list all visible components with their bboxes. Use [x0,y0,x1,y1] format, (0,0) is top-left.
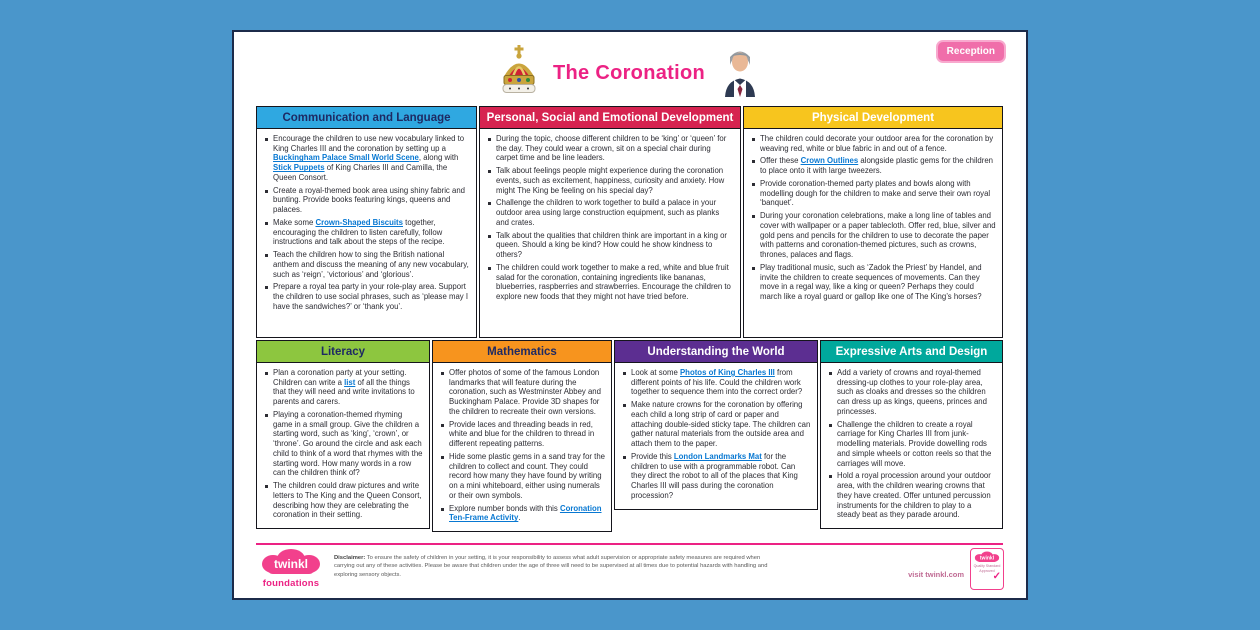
section-personal-social-and-emotional-development [479,106,741,338]
activity-item [828,420,996,469]
activity-text: Playing a coronation-themed rhyming game in a small group. Give the children a starting word, such as ‘king’, ‘crown’, or ‘throne’. Go around the circle and ask each child to think of a word that rhymes with the starting word. How many words in a row can the children think of? [273,409,423,478]
activity-item [751,179,996,208]
svg-text:twinkl: twinkl [979,555,995,562]
activity-text: alongside plastic gems for the children to place onto it with large tweezers. [760,156,994,176]
activity-item [487,263,734,302]
resource-link[interactable]: Crown Outlines [800,156,859,166]
activity-text: Look at some [631,368,680,377]
activity-text: Provide laces and threading beads in red, white and blue for the children to thread in different repeating patterns. [449,419,595,449]
activity-item [828,471,996,520]
section-header-mathematics: Mathematics [433,341,611,363]
activity-text: Explore number bonds with this [449,503,560,513]
footer-divider [256,543,1003,545]
activity-item [264,481,423,520]
activity-text: Offer these [760,156,801,166]
subject-row-top [256,106,1003,338]
activity-item [622,452,811,501]
activity-text: Offer photos of some of the famous London landmarks that will feature during the coronation, such as Westminster Abbey and Buckingham Palace. Provide 3D shapes for the children to recreate their own versions. [449,368,601,416]
activity-text: Make nature crowns for the coronation by offering each child a long strip of card or paper and attaching double-sided sticky tape. The children can gather natural materials from the outside area and attach them to the paper. [631,400,811,449]
activity-item [264,218,470,247]
disclaimer-label: Disclaimer: [334,555,366,561]
quality-standard-badge [970,548,1004,590]
resource-link[interactable]: Photos of King Charles III [679,368,775,377]
activity-text: The children could decorate your outdoor area for the coronation by weaving red, white or blue fabric in and out of a fence. [760,134,994,153]
section-header-communication-and-language: Communication and Language [257,107,476,129]
activity-text: from different points of his life. Could the children work together to sequence them into the correct order? [631,368,803,397]
badge-checkmark-icon: ✓ [992,571,1001,583]
subject-row-bottom [256,340,1003,532]
visit-twinkl-link[interactable]: visit twinkl.com [908,570,964,579]
activity-text: Provide coronation-themed party plates and bowls along with modelling dough for the children to make and serve their own royal ‘banquet’. [760,178,991,208]
activity-text: During your coronation celebrations, make a long line of tables and cover with wallpaper or a paper tablecloth. Offer red, blue, silver and gold pens and pencils for the children to use to decorate the paper with patterns and coronation-themed pictures, such as crowns, thrones, palaces and flags. [760,211,996,260]
resource-link[interactable]: Crown-Shaped Biscuits [315,217,403,227]
activity-item [487,231,734,260]
badge-quality-label: Quality Standard Approved [973,564,1001,573]
activity-text: Challenge the children to create a royal carriage for King Charles III from junk-modelling materials. Provide dowelling rods and simple wheels or cotton reels so that the carriages will move. [837,419,992,468]
section-header-expressive-arts-and-design: Expressive Arts and Design [821,341,1002,363]
section-communication-and-language [256,106,477,338]
activity-item [440,452,605,501]
activity-text: Talk about feelings people might experience during the coronation events, such as excitement, happiness, curiosity and anxiety. How might The King be feeling on his special day? [496,166,725,195]
activity-text: of all the things that they will need and write invitations to parents and carers. [273,377,415,407]
level-badge: Reception [936,40,1006,63]
activity-item [751,263,996,302]
activity-text: Hide some plastic gems in a sand tray for the children to collect and count. They could record how many they have found by writing on a mini whiteboard, either using numerals or their own symbols. [449,451,606,500]
activity-item [264,282,470,311]
activity-list [257,129,476,319]
disclaimer-text [334,554,772,579]
activity-text: Plan a coronation party at your setting. Children can write a [273,368,407,387]
activity-text: Teach the children how to sing the British national anthem and discuss the meaning of any new vocabulary, such as ‘reign’, ‘victorious’ and ‘glorious’. [273,250,469,279]
sheet-header [234,42,1026,104]
activity-text: Create a royal-themed book area using shiny fabric and bunting. Provide books featuring kings, queens and palaces. [273,185,465,215]
activity-text: Encourage the children to use new vocabulary linked to King Charles III and the coronation by setting up a [273,134,465,153]
twinkl-cloud-icon [260,548,322,576]
activity-text: Play traditional music, such as ‘Zadok the Priest’ by Handel, and invite the children to create sequences of movements. Can they move in a regal way, like a king or queen? Perhaps they could march like a royal guard or gallop like one of The King’s horses? [760,262,982,302]
resource-link[interactable]: Coronation Ten-Frame Activity [449,503,602,523]
resource-link[interactable]: list [344,377,356,387]
activity-item [264,186,470,215]
planning-sheet [232,30,1028,600]
section-understanding-the-world [614,340,818,510]
resource-link[interactable]: Stick Puppets [273,163,325,173]
twinkl-foundations-logo [256,548,326,589]
activity-item [622,368,811,397]
activity-list [480,129,740,310]
resource-link[interactable]: London Landmarks Mat [673,451,762,461]
activity-text: together, encouraging the children to listen carefully, follow instructions and talk about the steps of the recipe. [273,217,445,247]
activity-list [821,363,1002,528]
section-header-physical-development: Physical Development [744,107,1002,129]
activity-text: Make some [273,217,316,227]
activity-item [751,211,996,260]
activity-item [487,166,734,195]
page-title: The Coronation [553,61,705,84]
activity-item [622,400,811,449]
activity-text: Hold a royal procession around your outdoor area, with the children wearing crowns that they have created. Offer untuned percussion instruments for the children to play to a steady beat as they parade around. [837,471,991,520]
activity-item [264,368,423,407]
activity-text: The children could draw pictures and write letters to The King and the Queen Consort, describing how they are celebrating the coronation in their setting. [273,481,422,520]
activity-list [433,363,611,531]
activity-list [744,129,1002,310]
section-header-personal-social-and-emotional-development: Personal, Social and Emotional Development [480,107,740,129]
activity-item [440,368,605,417]
activity-text: of King Charles III and Camilla, the Queen Consort. [273,163,448,182]
activity-list [257,363,429,528]
disclaimer-body: To ensure the safety of children in your setting, it is your responsibility to assess what adult supervision or appropriate safety measures are required when carrying out any of these activities. Please be aware that children under the age of three will need to be supervised at all times due to potential hazards with handling and exploring sensory objects. [334,555,768,578]
activity-item [487,198,734,227]
badge-twinkl-cloud-icon [974,551,1000,563]
section-header-understanding-the-world: Understanding the World [615,341,817,363]
activity-list [615,363,817,509]
crown-icon [501,45,537,102]
activity-item [440,504,605,523]
resource-link[interactable]: Buckingham Palace Small World Scene [273,153,419,163]
logo-foundations-label: foundations [262,578,320,589]
activity-item [440,420,605,449]
activity-text: Talk about the qualities that children think are important in a king or queen. Should a king be kind? How could he show kindness to others? [496,230,728,260]
section-expressive-arts-and-design [820,340,1003,529]
section-literacy [256,340,430,529]
activity-text: for the children to use with a programmable robot. Can they direct the robot to all of the places that King Charles III will pass during the coronation procession? [631,451,798,500]
section-header-literacy: Literacy [257,341,429,363]
activity-item [264,410,423,478]
activity-item [828,368,996,417]
activity-text: During the topic, choose different children to be ‘king’ or ‘queen’ for the day. They could wear a crown, sit on a special chair during carpet time and be line leaders. [496,134,727,163]
activity-item [264,250,470,279]
activity-text: Prepare a royal tea party in your role-play area. Support the children to use social phrases, such as ‘please may I have the sandwiches?’ or ‘thank you’. [273,282,469,311]
activity-item [264,134,470,183]
svg-text:twinkl: twinkl [273,557,309,571]
activity-text: Add a variety of crowns and royal-themed dressing-up clothes to your role-play area, such as cloaks and dresses so the children can dress up as kings, queens, princes and princesses. [837,368,987,416]
activity-text: Provide this [631,451,674,461]
section-mathematics [432,340,612,532]
activity-item [751,134,996,153]
king-charles-portrait-image [721,45,759,102]
activity-text: Challenge the children to work together to build a palace in your outdoor area using large construction equipment, such as planks and crates. [496,198,720,227]
section-physical-development [743,106,1003,338]
activity-text: . [518,513,521,523]
activity-text: , along with [418,153,459,163]
activity-item [751,156,996,175]
activity-item [487,134,734,163]
activity-text: The children could work together to make a red, white and blue fruit salad for the coronation, containing ingredients like bananas, blueberries, raspberries and strawberries. Encourage the children to explore new foods that they might not have tried before. [496,262,731,302]
